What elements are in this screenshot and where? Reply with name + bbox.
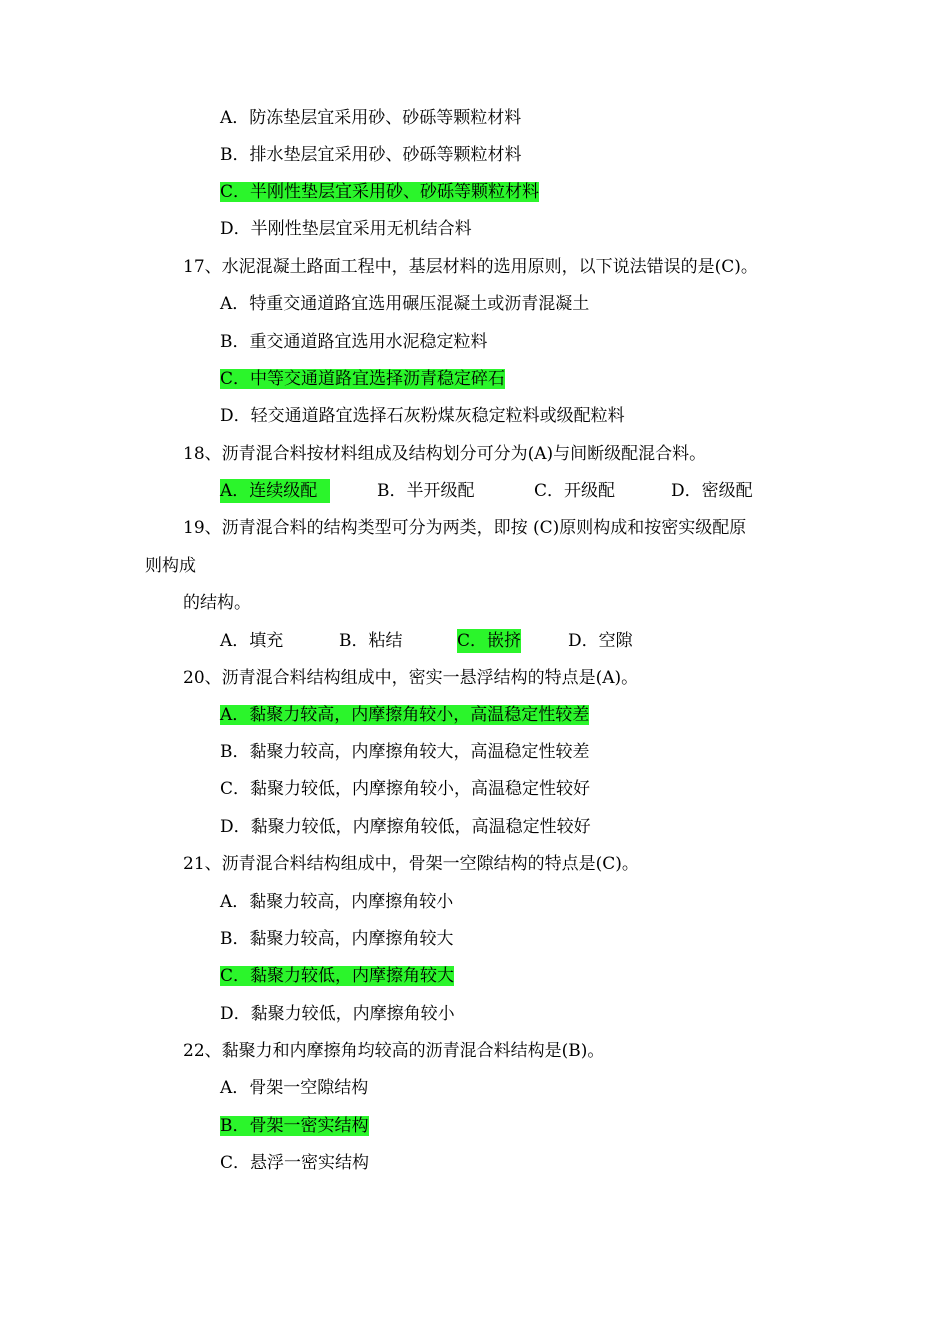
q18-option-b: B．半开级配	[377, 481, 475, 501]
q19-option-b: B．粘结	[339, 631, 403, 651]
q16-option-c: C．半刚性垫层宜采用砂、砂砾等颗粒材料	[220, 182, 540, 202]
q20-option-d: D．黏聚力较低，内摩擦角较低，高温稳定性较好	[220, 817, 591, 837]
q19-options	[220, 629, 633, 653]
q17-option-c: C．中等交通道路宜选择沥青稳定碎石	[220, 369, 506, 389]
q21-question: 21、沥青混合料结构组成中，骨架一空隙结构的特点是(C)。	[183, 854, 639, 874]
q18-option-c: C．开级配	[534, 481, 616, 501]
q20-option-c: C．黏聚力较低，内摩擦角较小，高温稳定性较好	[220, 779, 591, 799]
q19-question-end: 的结构。	[183, 593, 251, 613]
q19-question-cont: 则构成	[145, 556, 196, 576]
q20-question: 20、沥青混合料结构组成中，密实一悬浮结构的特点是(A)。	[183, 668, 639, 688]
q18-option-d: D．密级配	[671, 481, 753, 501]
q22-option-b: B．骨架一密实结构	[220, 1116, 369, 1136]
q17-option-a: A．特重交通道路宜选用碾压混凝土或沥青混凝土	[220, 294, 590, 314]
q19-option-d: D．空隙	[568, 631, 633, 651]
q21-option-b: B．黏聚力较高，内摩擦角较大	[220, 929, 454, 949]
q20-option-b: B．黏聚力较高，内摩擦角较大，高温稳定性较差	[220, 742, 590, 762]
q16-option-d: D．半刚性垫层宜采用无机结合料	[220, 219, 472, 239]
q21-option-d: D．黏聚力较低，内摩擦角较小	[220, 1004, 455, 1024]
q16-option-b: B．排水垫层宜采用砂、砂砾等颗粒材料	[220, 145, 522, 165]
q17-option-d: D．轻交通道路宜选择石灰粉煤灰稳定粒料或级配粒料	[220, 406, 625, 426]
q22-option-c: C．悬浮一密实结构	[220, 1153, 370, 1173]
q18-options	[220, 479, 753, 503]
q19-question: 19、沥青混合料的结构类型可分为两类，即按 (C)原则构成和按密实级配原	[183, 518, 747, 538]
q19-option-c: C．嵌挤	[457, 631, 522, 651]
q18-option-a: A．连续级配	[220, 479, 330, 503]
q22-question: 22、黏聚力和内摩擦角均较高的沥青混合料结构是(B)。	[183, 1041, 605, 1061]
q18-question: 18、沥青混合料按材料组成及结构划分可分为(A)与间断级配混合料。	[183, 444, 707, 464]
q17-option-b: B．重交通道路宜选用水泥稳定粒料	[220, 332, 488, 352]
q19-option-a: A．填充	[220, 631, 284, 651]
q20-option-a: A．黏聚力较高，内摩擦角较小，高温稳定性较差	[220, 705, 590, 725]
q21-option-c: C．黏聚力较低，内摩擦角较大	[220, 966, 455, 986]
q22-option-a: A．骨架一空隙结构	[220, 1078, 369, 1098]
q16-option-a: A．防冻垫层宜采用砂、砂砾等颗粒材料	[220, 108, 522, 128]
q21-option-a: A．黏聚力较高，内摩擦角较小	[220, 892, 454, 912]
q17-question: 17、水泥混凝土路面工程中，基层材料的选用原则，以下说法错误的是(C)。	[183, 257, 758, 277]
